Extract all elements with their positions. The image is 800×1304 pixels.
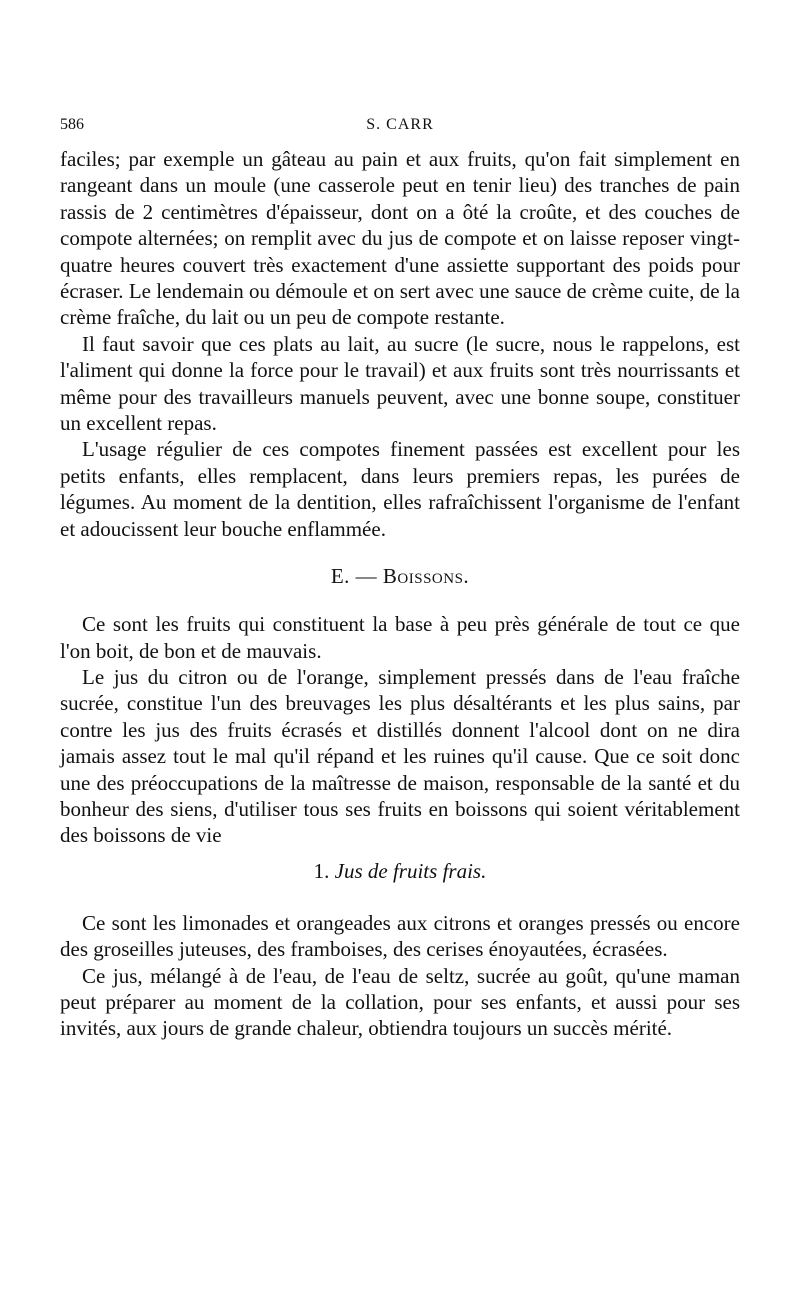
page-header bbox=[60, 116, 740, 146]
page-number: 586 bbox=[60, 116, 84, 133]
paragraph: Le jus du citron ou de l'orange, simplement pressés dans de l'eau fraîche sucrée, constitue l'un des breuvages les plus désaltérants et les plus sains, par contre les jus des fruits écrasés et distillés donnent l'alcool dont on ne dira jamais assez tout le mal qu'il répand et les ruines qu'il cause. Que ce soit donc une des préoccupations de la maîtresse de maison, responsable de la santé et du bonheur des siens, d'utiliser tous ses fruits en boissons qui soient véritablement des boissons de vie bbox=[60, 664, 740, 848]
running-head: S. CARR bbox=[366, 116, 434, 133]
subsection-heading: Jus de fruits frais. bbox=[334, 858, 487, 883]
paragraph: Ce sont les limonades et orangeades aux citrons et oranges pressés ou encore des groseilles juteuses, des framboises, des cerises énoyautées, écrasées. bbox=[60, 910, 740, 962]
book-page bbox=[60, 116, 740, 1042]
section-letter: E. bbox=[330, 564, 350, 589]
subsection-title bbox=[60, 859, 740, 884]
subsection-number: 1. bbox=[313, 858, 330, 883]
paragraph: Ce sont les fruits qui constituent la base à peu près générale de tout ce que l'on boit, de bon et de mauvais. bbox=[60, 612, 740, 663]
paragraph: Ce jus, mélangé à de l'eau, de l'eau de seltz, sucrée au goût, qu'une maman peut préparer au moment de la collation, pour ses enfants, et aussi pour ses invités, aux jours de grande chaleur, obtiendra toujours un succès mérité. bbox=[60, 963, 740, 1041]
paragraph: Il faut savoir que ces plats au lait, au sucre (le sucre, nous le rappelons, est l'aliment qui donne la force pour le travail) et aux fruits sont très nourrissants et même pour des travailleurs manuels peuvent, avec une bonne soupe, constituer un excellent repas. bbox=[60, 331, 740, 436]
paragraph: L'usage régulier de ces compotes finement passées est excellent pour les petits enfants, elles remplacent, dans leurs premiers repas, les purées de légumes. Au moment de la dentition, elles rafraîchissent l'organisme de l'enfant et adoucissent leur bouche enflammée. bbox=[60, 437, 740, 541]
section-title bbox=[60, 564, 740, 589]
paragraph: faciles; par exemple un gâteau au pain et aux fruits, qu'on fait simplement en rangeant dans un moule (une casserole peut en tenir lieu) des tranches de pain rassis de 2 centimètres d'épaisseur, dont on a ôté la croûte, et des couches de compote alternées; on remplit avec du jus de compote et on laisse reposer vingt-quatre heures couvert très exactement d'une assiette supportant des poids pour écraser. Le lendemain ou démoule et on sert avec une sauce de crème cuite, de la crème fraîche, du lait ou un peu de compote restante. bbox=[60, 147, 740, 330]
section-heading: Boissons. bbox=[382, 564, 470, 589]
section-dash: — bbox=[355, 564, 378, 589]
body-text bbox=[60, 146, 740, 1042]
